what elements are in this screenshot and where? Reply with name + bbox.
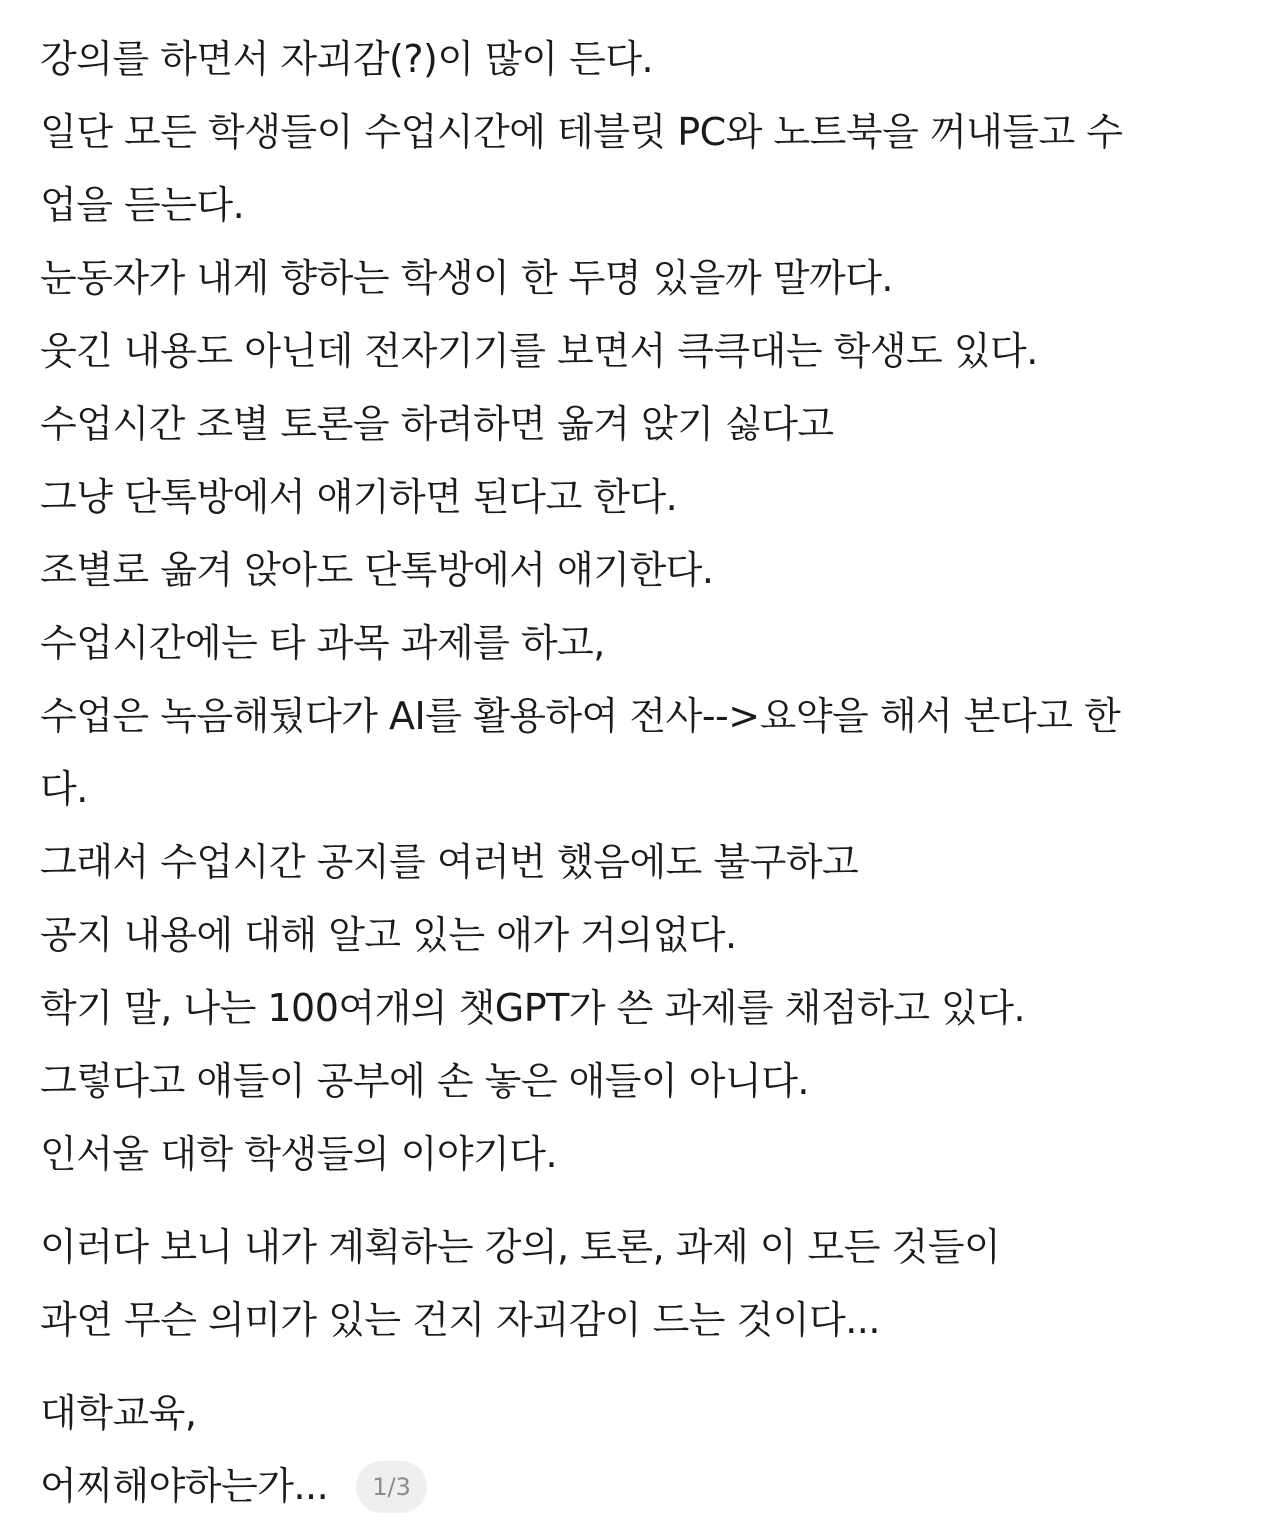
- text-line: 대학교육,: [40, 1391, 197, 1435]
- paragraph-1: [40, 23, 1240, 1191]
- text-line: 다.: [40, 767, 88, 811]
- text-line: 수업시간 조별 토론을 하려하면 옮겨 앉기 싫다고: [40, 402, 834, 446]
- image-counter-badge: 1/3: [356, 1461, 427, 1513]
- text-line: 공지 내용에 대해 알고 있는 애가 거의없다.: [40, 913, 737, 957]
- paragraph-gap: [40, 1357, 1240, 1377]
- text-line: 그렇다고 얘들이 공부에 손 놓은 애들이 아니다.: [40, 1059, 810, 1103]
- text-line: 눈동자가 내게 향하는 학생이 한 두명 있을까 말까다.: [40, 256, 894, 300]
- text-line: 일단 모든 학생들이 수업시간에 테블릿 PC와 노트북을 꺼내들고 수: [40, 110, 1123, 154]
- paragraph-3: [40, 1377, 1240, 1523]
- text-line: 어찌해야하는가...: [40, 1464, 329, 1508]
- text-line: 수업시간에는 타 과목 과제를 하고,: [40, 621, 605, 665]
- text-line: 이러다 보니 내가 계획하는 강의, 토론, 과제 이 모든 것들이: [40, 1225, 1001, 1269]
- text-line: 그래서 수업시간 공지를 여러번 했음에도 불구하고: [40, 840, 859, 884]
- text-line: 과연 무슨 의미가 있는 건지 자괴감이 드는 것이다...: [40, 1298, 880, 1342]
- text-line: 웃긴 내용도 아닌데 전자기기를 보면서 큭큭대는 학생도 있다.: [40, 329, 1038, 373]
- text-line: 그냥 단톡방에서 얘기하면 된다고 한다.: [40, 475, 678, 519]
- paragraph-gap: [40, 1191, 1240, 1211]
- text-line: 업을 듣는다.: [40, 183, 245, 227]
- text-line: 수업은 녹음해뒀다가 AI를 활용하여 전사-->요약을 해서 본다고 한: [40, 694, 1121, 738]
- text-line: 인서울 대학 학생들의 이야기다.: [40, 1132, 558, 1176]
- text-line: 조별로 옮겨 앉아도 단톡방에서 얘기한다.: [40, 548, 714, 592]
- text-line: 학기 말, 나는 100여개의 챗GPT가 쓴 과제를 채점하고 있다.: [40, 986, 1026, 1030]
- paragraph-2: [40, 1211, 1240, 1357]
- post-body: [40, 23, 1240, 1523]
- text-line: 강의를 하면서 자괴감(?)이 많이 든다.: [40, 37, 654, 81]
- last-line-row: [40, 1450, 1240, 1523]
